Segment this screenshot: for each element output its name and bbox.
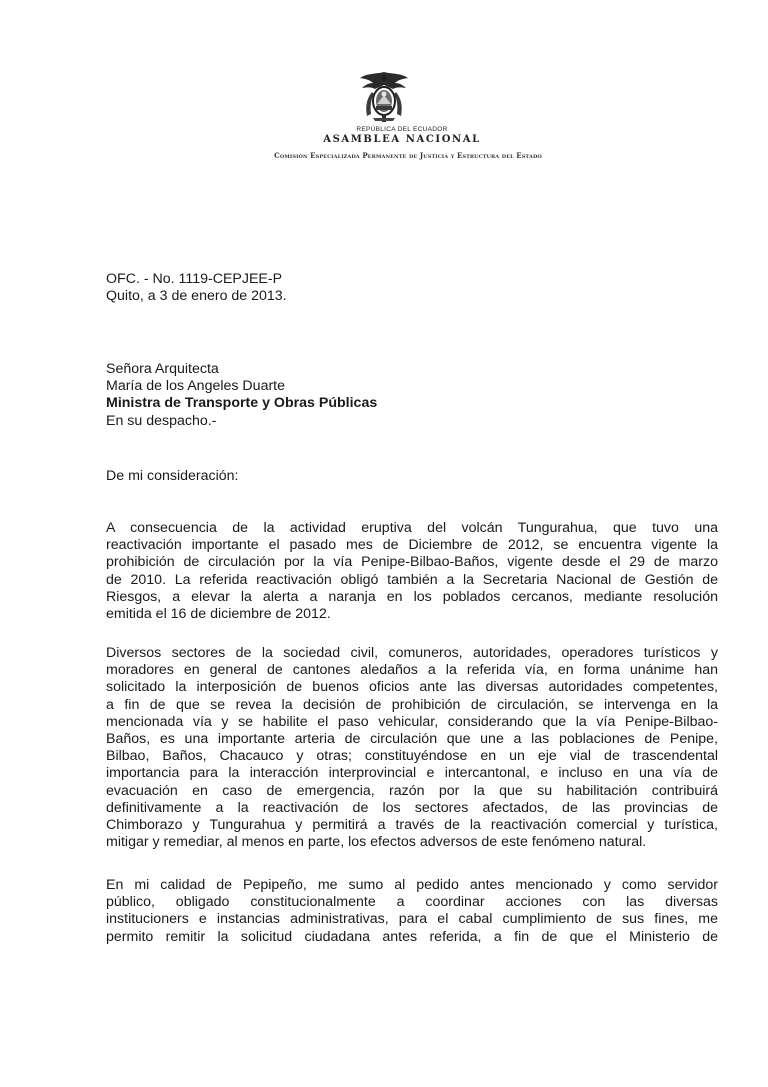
paragraph-line: permito remitir la solicitud ciudadana antes referida, a fin de que el Ministerio de [106,928,718,945]
paragraph-line: definitivamente a la reactivación de los sectores afectados, de las provincias de [106,799,718,816]
paragraph-line: institucioners e instancias administrativas, para el cabal cumplimiento de sus fines, me [106,911,718,928]
paragraph-line: importancia para la interacción interprovincial e intercantonal, e incluso en una vía de [106,765,718,782]
paragraph-line: prohibición de circulación por la vía Penipe-Bilbao-Baños, vigente desde el 29 de marzo [106,554,718,571]
recipient-position: Ministra de Transporte y Obras Públicas [106,395,378,412]
letterhead [0,70,768,160]
recipient-title: Señora Arquitecta [106,361,219,377]
institution-name: ASAMBLEA NACIONAL [323,134,481,145]
paragraph-line: emitida el 16 de diciembre de 2012. [106,606,331,623]
paragraph-line: Baños, es una importante arteria de circulación que une a las poblaciones de Penipe, [106,731,718,748]
paragraph-line: público, obligado constitucionalmente a coordinar acciones con las diversas [106,894,718,911]
paragraph-line: a fin de que se revea la decisión de prohibición de circulación, se intervenga en la [106,696,718,713]
paragraph-line: Diversos sectores de la sociedad civil, comuneros, autoridades, operadores turísticos y [106,645,718,661]
commission-name: Comisión Especializada Permanente de Justicia y Estructura del Estado [274,151,542,160]
paragraph-line: mencionada vía y se habilite el paso vehicular, considerando que la vía Penipe-Bilbao- [106,713,718,730]
recipient-name: María de los Angeles Duarte [106,378,286,395]
paragraph-3 [106,877,718,946]
country-name: REPÚBLICA DEL ECUADOR [356,126,448,133]
paragraph-line: A consecuencia de la actividad eruptiva del volcán Tungurahua, que tuvo una [106,520,718,536]
coat-of-arms-icon [357,70,411,124]
paragraph-line: Riesgos, a elevar la alerta a naranja en los poblados cercanos, mediante resolución [106,588,718,605]
paragraph-2 [106,645,718,851]
paragraph-line: moradores en general de cantones aledaños a la referida vía, en forma unánime han [106,662,718,679]
paragraph-line: solicitado la interposición de buenos oficios ante las diversas autoridades competentes, [106,679,718,696]
paragraph-line: evacuación en caso de emergencia, razón por la que su habilitación contribuirá [106,782,718,799]
reference-block [106,271,718,305]
greeting: De mi consideración: [106,468,239,484]
paragraph-line: de 2010. La referida reactivación obligó también a la Secretaria Nacional de Gestión de [106,571,718,588]
office-number: OFC. - No. 1119-CEPJEE-P [106,271,283,287]
paragraph-1 [106,520,718,623]
paragraph-line: mitigar y remediar, al menos en parte, los efectos adversos de este fenómeno natural. [106,834,647,851]
paragraph-line: Bilbao, Baños, Chacauco y otras; constituyéndose en un eje vial de trascendental [106,748,718,765]
recipient-closing: En su despacho.- [106,412,217,429]
paragraph-line: Chimborazo y Tungurahua y permitirá a través de la reactivación comercial y turística, [106,817,718,834]
recipient-block [106,361,718,430]
paragraph-line: En mi calidad de Pepipeño, me sumo al pedido antes mencionado y como servidor [106,877,718,893]
place-date: Quito, a 3 de enero de 2013. [106,288,287,305]
paragraph-line: reactivación importante el pasado mes de Diciembre de 2012, se encuentra vigente la [106,537,718,554]
